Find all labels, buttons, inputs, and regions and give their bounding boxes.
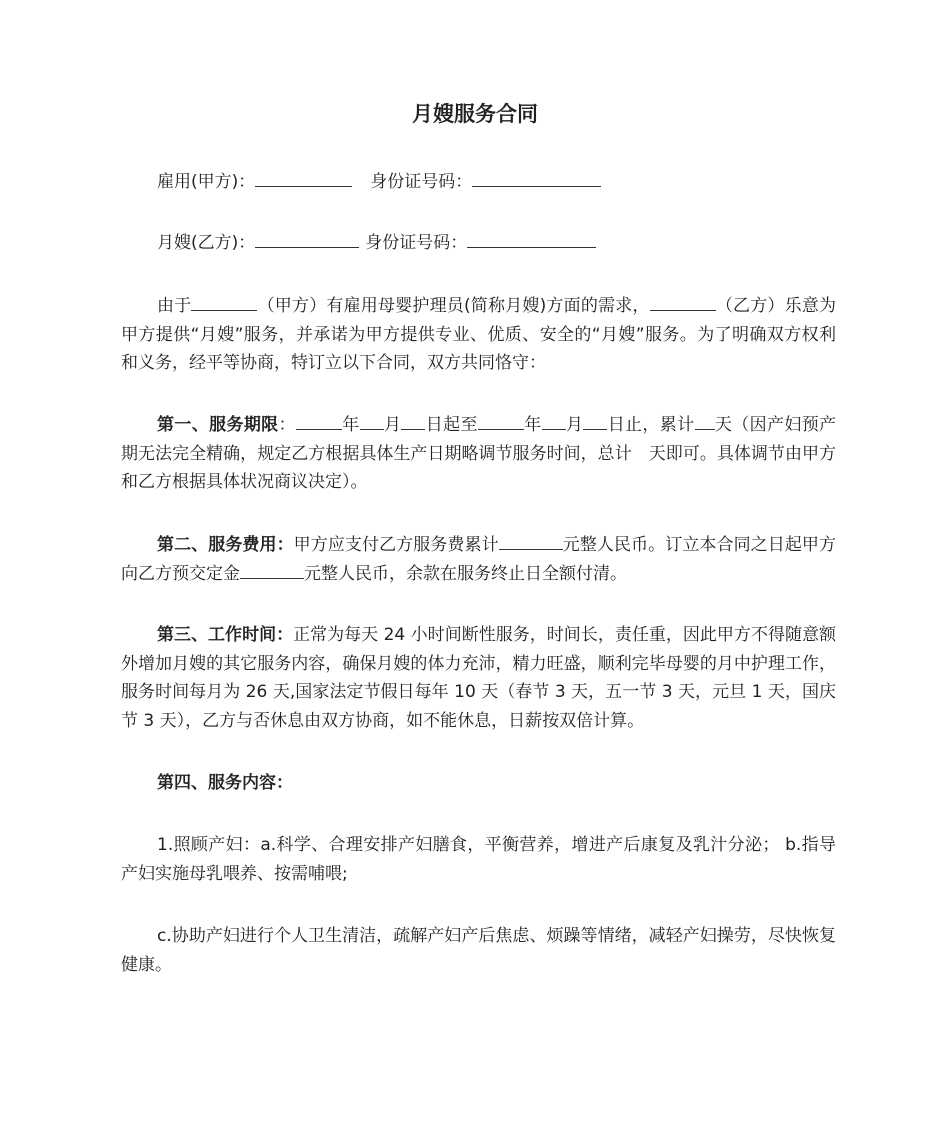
intro-party-a-blank[interactable] <box>191 292 257 311</box>
end-year-blank[interactable] <box>478 411 524 430</box>
clause-4-paragraph <box>121 769 836 798</box>
clause-1-paragraph <box>121 411 836 497</box>
total-days-blank[interactable] <box>695 411 715 430</box>
total-fee-blank[interactable] <box>499 531 563 550</box>
document-title: 月嫂服务合同 <box>412 102 538 126</box>
clause-2-text: 元整人民币。订立本合同之日起甲方向乙方预交定金 <box>121 535 837 584</box>
party-b-id-blank[interactable] <box>467 229 596 248</box>
clause-1-text: 日止，累计 <box>607 415 695 435</box>
clause-1-text: ： <box>278 415 296 435</box>
party-b-label: 月嫂(乙方)： <box>157 233 256 253</box>
party-b-id-label: 身份证号码： <box>365 233 468 253</box>
clause-3-heading: 第三、工作时间： <box>157 625 294 645</box>
clause-1-text: 年 <box>523 415 542 435</box>
service-item-1 <box>121 831 836 888</box>
clause-1-text: 日起至 <box>425 415 478 435</box>
clause-2-text: 元整人民币，余款在服务终止日全额付清。 <box>304 563 627 584</box>
service-item-2-text: c.协助产妇进行个人卫生清洁，疏解产妇产后焦虑、烦躁等情绪，减轻产妇操劳，尽快恢复健康。 <box>121 926 836 975</box>
clause-3-paragraph <box>121 621 836 735</box>
service-item-2 <box>121 922 836 979</box>
party-a-id-label: 身份证号码： <box>370 172 473 192</box>
service-item-1-text: 1.照顾产妇：a.科学、合理安排产妇膳食，平衡营养，增进产后康复及乳汁分泌； b.指导产妇实施母乳喂养、按需哺喂; <box>121 835 836 884</box>
clause-1-text: 月 <box>383 415 402 435</box>
end-day-blank[interactable] <box>583 411 607 430</box>
intro-text-2: （甲方）有雇用母婴护理员(简称月嫂)方面的需求， <box>257 296 650 316</box>
intro-paragraph <box>121 292 836 378</box>
party-a-id-blank[interactable] <box>472 168 601 187</box>
clause-4-heading: 第四、服务内容： <box>157 773 293 793</box>
party-b-name-blank[interactable] <box>255 229 359 248</box>
party-a-label: 雇用(甲方)： <box>157 172 256 192</box>
clause-1-text: 月 <box>565 415 584 435</box>
deposit-blank[interactable] <box>240 560 304 579</box>
clause-1-text: 年 <box>341 415 360 435</box>
clause-2-heading: 第二、服务费用： <box>157 535 294 555</box>
end-month-blank[interactable] <box>542 411 566 430</box>
start-day-blank[interactable] <box>401 411 425 430</box>
party-a-name-blank[interactable] <box>255 168 352 187</box>
intro-party-b-blank[interactable] <box>650 292 716 311</box>
clause-1-heading: 第一、服务期限 <box>157 415 279 435</box>
clause-1-text: 天（因产妇预产期无法完全精确，规定乙方根据具体生产日期略调节服务时间，总计 天即可。具体调节由甲方和乙方根据具体状况商议决定）。 <box>121 415 837 492</box>
start-year-blank[interactable] <box>296 411 342 430</box>
intro-text-3: （乙方）乐意为甲方提供“月嫂”服务，并承诺为甲方提供专业、优质、安全的“月嫂”服务。为了明确双方权利和义务，经平等协商，特订立以下合同，双方共同恪守： <box>121 296 837 373</box>
start-month-blank[interactable] <box>360 411 384 430</box>
intro-text-1: 由于 <box>157 296 192 316</box>
party-a-line <box>157 168 601 196</box>
party-b-line <box>157 229 596 257</box>
clause-3-body: 正常为每天 24 小时间断性服务，时间长，责任重，因此甲方不得随意额外增加月嫂的其它服务内容，确保月嫂的体力充沛，精力旺盛，顺利完毕母婴的月中护理工作，服务时间每月为 26 天,国家法定节假日每年 10 天（春节 3 天，五一节 3 天，元旦 1 天，国庆节 3 天），乙方与否休息由双方协商，如不能休息，日薪按双倍计算。 <box>121 625 836 731</box>
clause-2-text: 甲方应支付乙方服务费累计 <box>293 535 499 555</box>
clause-2-paragraph <box>121 531 836 588</box>
